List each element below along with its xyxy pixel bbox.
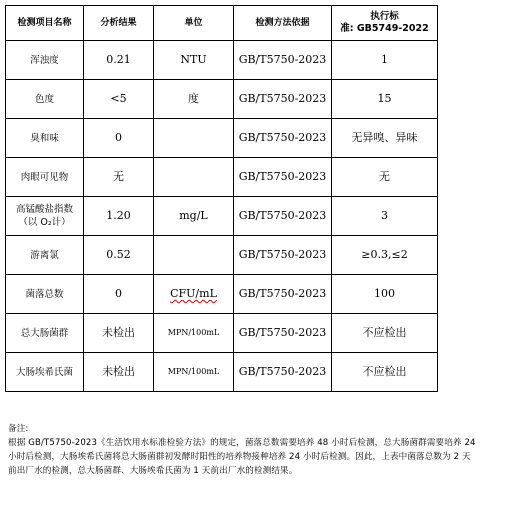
table-row [6,197,438,236]
cell-method: GB/T5750-2023 [234,119,332,158]
cell-unit [154,119,234,158]
header-standard [332,6,438,41]
cell-standard: 不应检出 [332,314,438,353]
table-row [6,41,438,80]
header-unit: 单位 [154,6,234,41]
cell-method: GB/T5750-2023 [234,158,332,197]
cell-item: 菌落总数 [6,275,84,314]
table-row [6,353,438,392]
cell-item: 大肠埃希氏菌 [6,353,84,392]
cell-item: 总大肠菌群 [6,314,84,353]
cell-standard: 无 [332,158,438,197]
cell-result: 未检出 [84,353,154,392]
cell-unit-text: CFU/mL [170,287,217,300]
cell-result: <5 [84,80,154,119]
cell-item: 色度 [6,80,84,119]
header-item: 检测项目名称 [6,6,84,41]
cell-standard: 1 [332,41,438,80]
table-row [6,158,438,197]
cell-method: GB/T5750-2023 [234,275,332,314]
table-row [6,119,438,158]
cell-result: 0.21 [84,41,154,80]
cell-standard: 100 [332,275,438,314]
cell-item-line2: （以 O₂计） [18,217,71,228]
header-standard-line2: 准: GB5749-2022 [340,23,429,34]
header-method: 检测方法依据 [234,6,332,41]
cell-standard: 15 [332,80,438,119]
table-header-row [6,6,438,41]
remarks-section [8,422,478,478]
cell-item-line1: 高锰酸盐指数 [15,204,73,215]
cell-result: 0.52 [84,236,154,275]
cell-item [6,197,84,236]
cell-unit: 度 [154,80,234,119]
cell-result: 未检出 [84,314,154,353]
water-quality-table [5,5,438,392]
cell-method: GB/T5750-2023 [234,197,332,236]
header-standard-line1: 执行标 [370,11,399,22]
cell-method: GB/T5750-2023 [234,41,332,80]
cell-method: GB/T5750-2023 [234,80,332,119]
cell-unit: mg/L [154,197,234,236]
cell-unit: NTU [154,41,234,80]
cell-item: 游离氯 [6,236,84,275]
cell-standard: 无异嗅、异味 [332,119,438,158]
cell-result: 1.20 [84,197,154,236]
cell-item: 肉眼可见物 [6,158,84,197]
cell-method: GB/T5750-2023 [234,353,332,392]
remarks-text: 根据 GB/T5750-2023《生活饮用水标准检验方法》的规定，菌落总数需要培养 48 小时后检测，总大肠菌群需要培养 24 小时后检测，大肠埃希氏菌将总大肠菌群初发酵时阳性的培养物接种培养 24 小时后检测。因此，上表中菌落总数为 2 天前出厂水的检测，总大肠菌群、大肠埃希氏菌为 1 天前出厂水的检测结果。 [8,438,476,476]
cell-result: 0 [84,119,154,158]
cell-item: 浑浊度 [6,41,84,80]
cell-standard: 不应检出 [332,353,438,392]
cell-unit [154,236,234,275]
cell-standard: 3 [332,197,438,236]
cell-unit [154,158,234,197]
cell-unit: MPN/100mL [154,353,234,392]
table-row [6,275,438,314]
cell-unit: MPN/100mL [154,314,234,353]
table-row [6,236,438,275]
cell-method: GB/T5750-2023 [234,236,332,275]
cell-item: 臭和味 [6,119,84,158]
table-row [6,314,438,353]
cell-standard: ≥0.3,≤2 [332,236,438,275]
remarks-title: 备注: [8,424,29,434]
cell-method: GB/T5750-2023 [234,314,332,353]
table-row [6,80,438,119]
header-result: 分析结果 [84,6,154,41]
cell-result: 0 [84,275,154,314]
cell-result: 无 [84,158,154,197]
cell-unit [154,275,234,314]
